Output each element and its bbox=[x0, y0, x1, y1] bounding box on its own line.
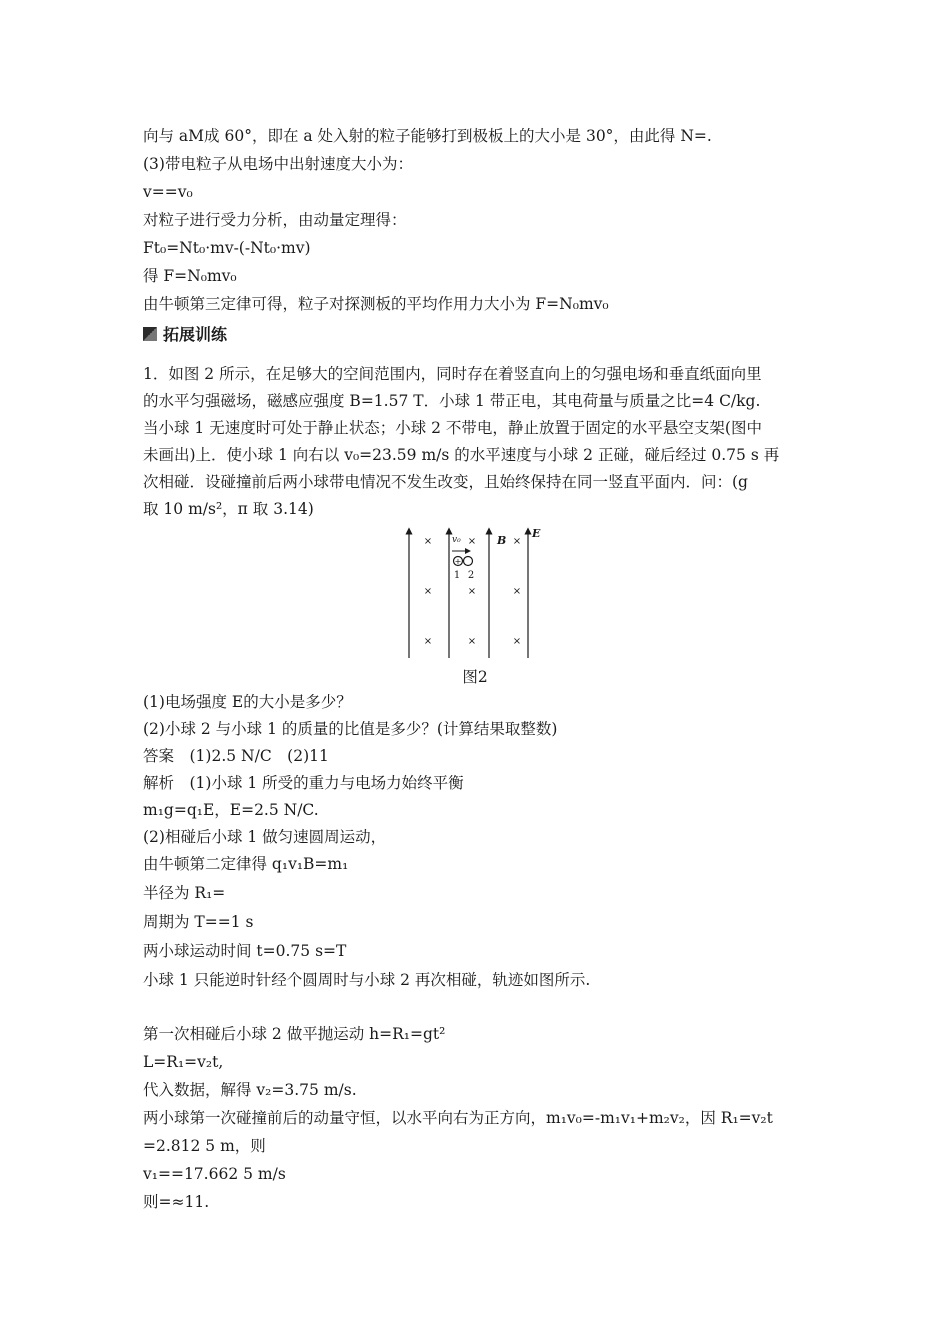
svg-text:+: + bbox=[454, 557, 462, 566]
cross-mark: × bbox=[512, 536, 522, 547]
section-title: 拓展训练 bbox=[163, 325, 228, 344]
cross-mark: × bbox=[423, 636, 433, 647]
field-diagram bbox=[400, 523, 550, 663]
label-ball-2: 2 bbox=[467, 570, 475, 581]
problem-line: 取 10 m/s²，π 取 3.14) bbox=[143, 500, 314, 518]
cross-mark: × bbox=[467, 586, 477, 597]
ball-2 bbox=[464, 557, 473, 566]
solution-line: =2.812 5 m，则 bbox=[143, 1137, 266, 1155]
answer-line: 答案 (1)2.5 N/C (2)11 bbox=[143, 747, 329, 765]
problem-line: 次相碰．设碰撞前后两小球带电情况不发生改变，且始终保持在同一竖直平面内．问：(g bbox=[143, 473, 748, 491]
label-B: B bbox=[497, 534, 507, 547]
problem-line: 当小球 1 无速度时可处于静止状态；小球 2 不带电，静止放置于固定的水平悬空支架(图中 bbox=[143, 419, 762, 437]
answer-line: 解析 (1)小球 1 所受的重力与电场力始终平衡 bbox=[143, 774, 464, 792]
answer-line: (2)相碰后小球 1 做匀速圆周运动， bbox=[143, 828, 387, 846]
solution-line: L=R₁=v₂t, bbox=[143, 1053, 224, 1071]
label-v0: v₀ bbox=[452, 535, 461, 545]
answer-line: 两小球运动时间 t=0.75 s=T bbox=[143, 942, 347, 960]
answer-line: 周期为 T==1 s bbox=[143, 913, 254, 931]
cross-mark: × bbox=[512, 636, 522, 647]
text-line: 由牛顿第三定律可得，粒子对探测板的平均作用力大小为 F=N₀mv₀ bbox=[143, 295, 609, 313]
problem-line: 未画出)上．使小球 1 向右以 v₀=23.59 m/s 的水平速度与小球 2 正碰，碰后经过 0.75 s 再 bbox=[143, 446, 780, 464]
text-line: 向与 aM成 60°，即在 a 处入射的粒子能够打到极板上的大小是 30°，由此得 N=. bbox=[143, 127, 712, 145]
solution-line: 则=≈11. bbox=[143, 1193, 210, 1211]
answer-line: (2)小球 2 与小球 1 的质量的比值是多少？(计算结果取整数) bbox=[143, 720, 558, 738]
problem-line: 1．如图 2 所示，在足够大的空间范围内，同时存在着竖直向上的匀强电场和垂直纸面向里 bbox=[143, 365, 762, 383]
section-heading bbox=[143, 324, 227, 346]
solution-line: v₁==17.662 5 m/s bbox=[143, 1165, 286, 1183]
cross-mark: × bbox=[512, 586, 522, 597]
solution-line: 代入数据，解得 v₂=3.75 m/s. bbox=[143, 1081, 357, 1099]
solution-line: 两小球第一次碰撞前后的动量守恒，以水平向右为正方向，m₁v₀=-m₁v₁+m₂v₂，因 R₁=v₂t bbox=[143, 1109, 773, 1127]
figure-caption: 图2 bbox=[462, 668, 488, 686]
text-line: (3)带电粒子从电场中出射速度大小为： bbox=[143, 155, 413, 173]
cross-mark: × bbox=[423, 586, 433, 597]
text-line: Ft₀=Nt₀·mv-(-Nt₀·mv) bbox=[143, 239, 311, 257]
label-ball-1: 1 bbox=[453, 570, 461, 581]
answer-line: m₁g=q₁E，E=2.5 N/C. bbox=[143, 801, 319, 819]
answer-line: (1)电场强度 E的大小是多少？ bbox=[143, 693, 352, 711]
solution-line: 第一次相碰后小球 2 做平抛运动 h=R₁=gt² bbox=[143, 1025, 446, 1043]
problem-line: 的水平匀强磁场，磁感应强度 B=1.57 T．小球 1 带正电，其电荷量与质量之比=4 C/kg. bbox=[143, 392, 761, 410]
label-E: E bbox=[532, 527, 541, 540]
cross-mark: × bbox=[467, 536, 477, 547]
cross-mark: × bbox=[467, 636, 477, 647]
text-line: 得 F=N₀mv₀ bbox=[143, 267, 237, 285]
cross-mark: × bbox=[423, 536, 433, 547]
heading-square-icon bbox=[143, 327, 157, 341]
answer-line: 半径为 R₁= bbox=[143, 884, 226, 902]
text-line: 对粒子进行受力分析，由动量定理得： bbox=[143, 211, 407, 229]
answer-line: 由牛顿第二定律得 q₁v₁B=m₁ bbox=[143, 855, 349, 873]
answer-line: 小球 1 只能逆时针经个圆周时与小球 2 再次相碰，轨迹如图所示. bbox=[143, 971, 591, 989]
text-line: v==v₀ bbox=[143, 183, 193, 201]
